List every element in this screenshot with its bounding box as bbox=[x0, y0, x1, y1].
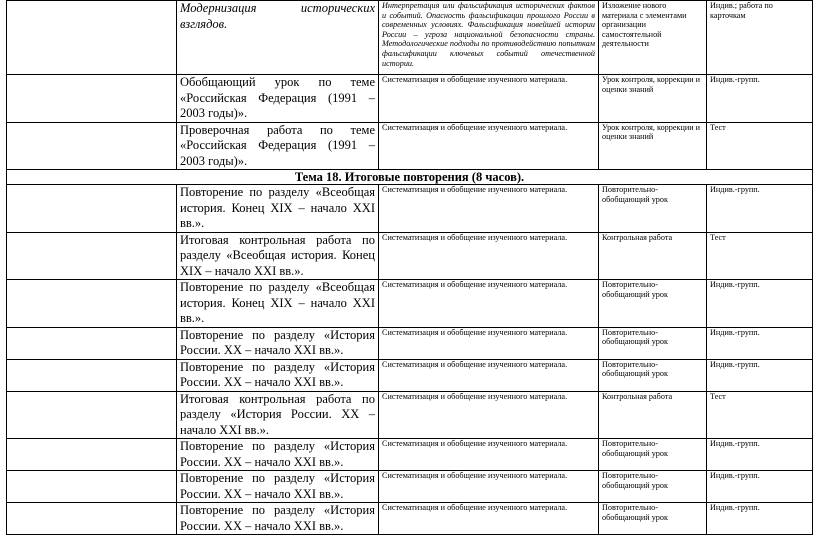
cell-lesson-type: Повторительно-обобщающий урок bbox=[599, 359, 707, 391]
table-row bbox=[7, 122, 813, 170]
cell-number bbox=[7, 232, 177, 280]
cell-lesson-type: Контрольная работа bbox=[599, 391, 707, 439]
cell-content: Систематизация и обобщение изученного материала. bbox=[379, 232, 599, 280]
cell-control: Тест bbox=[707, 232, 813, 280]
cell-control: Индив.-групп. bbox=[707, 280, 813, 328]
cell-control: Индив.-групп. bbox=[707, 439, 813, 471]
cell-topic: Повторение по разделу «Всеобщая история. Конец XIX – начало XXI вв.». bbox=[177, 280, 379, 328]
cell-content: Систематизация и обобщение изученного материала. bbox=[379, 471, 599, 503]
cell-content: Систематизация и обобщение изученного материала. bbox=[379, 327, 599, 359]
cell-topic: Повторение по разделу «Всеобщая история. Конец XIX – начало XXI вв.». bbox=[177, 185, 379, 233]
table-row bbox=[7, 327, 813, 359]
cell-content: Систематизация и обобщение изученного материала. bbox=[379, 185, 599, 233]
table-row bbox=[7, 359, 813, 391]
cell-control: Тест bbox=[707, 391, 813, 439]
cell-topic: Итоговая контрольная работа по разделу «История России. XX – начало XXI вв.». bbox=[177, 391, 379, 439]
cell-lesson-type: Урок контроля, коррекции и оценки знаний bbox=[599, 122, 707, 170]
cell-lesson-type: Урок контроля, коррекции и оценки знаний bbox=[599, 75, 707, 123]
table-row bbox=[7, 471, 813, 503]
cell-topic: Повторение по разделу «История России. XX – начало XXI вв.». bbox=[177, 327, 379, 359]
cell-number bbox=[7, 503, 177, 535]
cell-content: Систематизация и обобщение изученного материала. bbox=[379, 122, 599, 170]
cell-lesson-type: Повторительно-обобщающий урок bbox=[599, 439, 707, 471]
cell-number bbox=[7, 122, 177, 170]
cell-content: Интерпретация или фальсификация исторических фактов и событий. Опасность фальсификации прошлого России в современных условиях. Фальсификация новейшей истории России – угроза национальной безопасности страны. Методологические подходы по противодействию попыткам фальсификации ключевых событий отечественной истории. bbox=[379, 1, 599, 75]
cell-lesson-type: Изложение нового материала с элементами организации самостоятельной деятельности bbox=[599, 1, 707, 75]
cell-content: Систематизация и обобщение изученного материала. bbox=[379, 75, 599, 123]
cell-control: Индив.-групп. bbox=[707, 75, 813, 123]
cell-topic: Повторение по разделу «История России. XX – начало XXI вв.». bbox=[177, 359, 379, 391]
cell-topic: Проверочная работа по теме «Российская Федерация (1991 – 2003 годы)». bbox=[177, 122, 379, 170]
cell-content: Систематизация и обобщение изученного материала. bbox=[379, 359, 599, 391]
cell-lesson-type: Повторительно-обобщающий урок bbox=[599, 503, 707, 535]
cell-content: Систематизация и обобщение изученного материала. bbox=[379, 439, 599, 471]
cell-control: Тест bbox=[707, 122, 813, 170]
cell-control: Индив.; работа по карточкам bbox=[707, 1, 813, 75]
cell-control: Индив.-групп. bbox=[707, 471, 813, 503]
cell-number bbox=[7, 439, 177, 471]
cell-topic: Повторение по разделу «История России. XX – начало XXI вв.». bbox=[177, 471, 379, 503]
cell-topic: Модернизация исторических взглядов. bbox=[177, 1, 379, 75]
table-row-theme bbox=[7, 170, 813, 185]
cell-lesson-type: Повторительно-обобщающий урок bbox=[599, 185, 707, 233]
cell-number bbox=[7, 280, 177, 328]
cell-lesson-type: Повторительно-обобщающий урок bbox=[599, 280, 707, 328]
cell-control: Индив.-групп. bbox=[707, 327, 813, 359]
cell-lesson-type: Контрольная работа bbox=[599, 232, 707, 280]
table-row bbox=[7, 75, 813, 123]
cell-control: Индив.-групп. bbox=[707, 359, 813, 391]
cell-topic: Повторение по разделу «История России. XX – начало XXI вв.». bbox=[177, 503, 379, 535]
cell-lesson-type: Повторительно-обобщающий урок bbox=[599, 471, 707, 503]
table-row bbox=[7, 1, 813, 75]
cell-topic: Повторение по разделу «История России. XX – начало XXI вв.». bbox=[177, 439, 379, 471]
cell-number bbox=[7, 185, 177, 233]
table-row bbox=[7, 439, 813, 471]
theme-heading: Тема 18. Итоговые повторения (8 часов). bbox=[7, 170, 813, 185]
cell-number bbox=[7, 359, 177, 391]
cell-topic: Итоговая контрольная работа по разделу «Всеобщая история. Конец XIX – начало XXI вв.». bbox=[177, 232, 379, 280]
cell-number bbox=[7, 327, 177, 359]
cell-content: Систематизация и обобщение изученного материала. bbox=[379, 280, 599, 328]
cell-number bbox=[7, 391, 177, 439]
table-row bbox=[7, 185, 813, 233]
table-row bbox=[7, 232, 813, 280]
table-row bbox=[7, 280, 813, 328]
cell-control: Индив.-групп. bbox=[707, 503, 813, 535]
cell-content: Систематизация и обобщение изученного материала. bbox=[379, 391, 599, 439]
cell-number bbox=[7, 1, 177, 75]
cell-lesson-type: Повторительно-обобщающий урок bbox=[599, 327, 707, 359]
cell-content: Систематизация и обобщение изученного материала. bbox=[379, 503, 599, 535]
table-row bbox=[7, 503, 813, 535]
cell-topic: Обобщающий урок по теме «Российская Федерация (1991 – 2003 годы)». bbox=[177, 75, 379, 123]
cell-number bbox=[7, 471, 177, 503]
cell-number bbox=[7, 75, 177, 123]
lesson-plan-table bbox=[6, 0, 813, 535]
table-row bbox=[7, 391, 813, 439]
cell-control: Индив.-групп. bbox=[707, 185, 813, 233]
